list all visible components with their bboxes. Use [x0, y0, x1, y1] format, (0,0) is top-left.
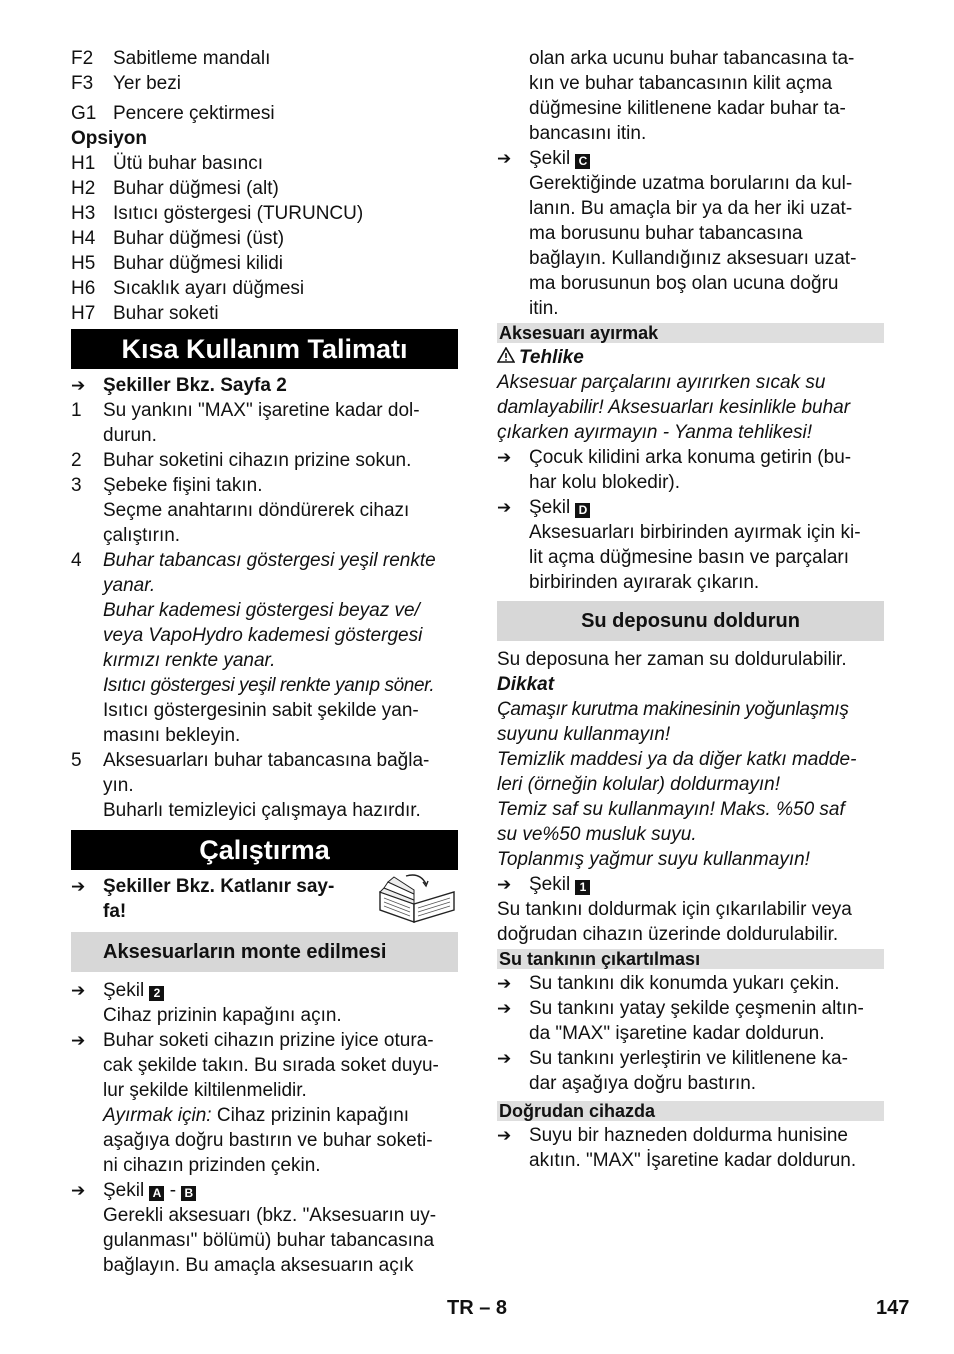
- mount-continued: olan arka ucunu buhar tabancasına ta- kın ve buhar tabancasının kilit açma düğmesine kilitlenene kadar buhar ta- bancasını itin.: [529, 48, 855, 144]
- list-item: H5 Buhar düğmesi kilidi: [71, 253, 284, 274]
- figure-1-step: ➔ Şekil 1: [497, 872, 884, 897]
- page-number: 147: [876, 1297, 910, 1319]
- arrow-right-icon: ➔: [497, 1049, 512, 1068]
- mount-step-2: ➔ Buhar soketi cihazın prizine iyice otura- cak şekilde takın. Bu sırada soket duyu- lur şekilde kiltilenmelidir. Ayırmak için: Cihaz prizinin kapağını aşağıya doğru bastırın ve buhar soketi- ni cihazın prizinden çekin.: [71, 1030, 439, 1176]
- direct-heading: Doğrudan cihazda: [497, 1101, 884, 1121]
- figure-badge: 2: [149, 986, 164, 1001]
- figure-badge: 1: [575, 880, 590, 895]
- list-item: F2 Sabitleme mandalı: [71, 48, 271, 69]
- step-4: 4 Buhar tabancası göstergesi yeşil renkte yanar. Buhar kademesi göstergesi beyaz ve/ veya VapoHydro kademesi göstergesi kırmızı renkte yanar. Isıtıcı göstergesi yeşil renkte yanıp söner. Isıtıcı göstergesinin sabit şekilde yan- masını bekleyin.: [71, 550, 436, 746]
- footer-section: TR – 8: [447, 1297, 508, 1319]
- mount-step-1: ➔ Şekil 2 Cihaz prizinin kapağını açın.: [71, 980, 342, 1026]
- tank-heading: Su tankının çıkartılması: [497, 949, 884, 969]
- tank-step-3: ➔ Su tankını yerleştirin ve kilitlenene ka- dar aşağıya doğru bastırın.: [497, 1048, 848, 1094]
- arrow-right-icon: ➔: [71, 376, 86, 395]
- arrow-right-icon: ➔: [497, 498, 512, 517]
- list-item: G1 Pencere çektirmesi: [71, 103, 275, 124]
- figure-badge: D: [575, 503, 590, 518]
- mount-step-3: ➔ Şekil A - B Gerekli aksesuarı (bkz. "Aksesuarın uy- gulanması" bölümü) buhar tabancasına bağlayın. Bu amaçla aksesuarın açık: [71, 1180, 437, 1276]
- arrow-right-icon: ➔: [71, 1181, 86, 1200]
- remove-heading: Aksesuarı ayırmak: [497, 323, 884, 343]
- figure-c-step: ➔ Şekil C Gerektiğinde uzatma borularını da kul- lanın. Bu amaçla bir ya da her iki uzat- ma borusunu buhar tabancasına bağlayın. Kullandığınız aksesuarı uzat- ma borusunun boş olan ucuna doğru itin.: [497, 148, 857, 319]
- operation-title: Çalıştırma: [71, 830, 458, 870]
- parts-list-f: [71, 46, 458, 96]
- mount-heading: Aksesuarların monte edilmesi: [71, 932, 458, 972]
- fill-text: Su tankını doldurmak için çıkarılabilir veya doğrudan cihazın üzerinde doldurulabilir.: [497, 899, 852, 945]
- child-lock-step: ➔ Çocuk kilidini arka konuma getirin (bu- har kolu blokedir).: [497, 447, 852, 493]
- step-3: 3 Şebeke fişini takın. Seçme anahtarını döndürerek cihazı çalıştırın.: [71, 475, 410, 546]
- arrow-right-icon: ➔: [497, 875, 512, 894]
- parts-list-g: [71, 101, 458, 126]
- option-heading: Opsiyon: [71, 128, 148, 149]
- right-column: [497, 46, 884, 1173]
- figure-badge: C: [575, 154, 590, 169]
- arrow-right-icon: ➔: [71, 1031, 86, 1050]
- list-item: H7 Buhar soketi: [71, 303, 219, 324]
- list-item: H2 Buhar düğmesi (alt): [71, 178, 279, 199]
- step-2: 2 Buhar soketini cihazın prizine sokun.: [71, 450, 412, 471]
- list-item: H1 Ütü buhar basıncı: [71, 153, 263, 174]
- short-ref: ➔ Şekiller Bkz. Sayfa 2: [71, 375, 287, 396]
- tank-step-2: ➔ Su tankını yatay şekilde çeşmenin altın- da "MAX" işaretine kadar doldurun.: [497, 998, 864, 1044]
- direct-step: ➔ Suyu bir hazneden doldurma hunisine akıtın. "MAX" İşaretine kadar doldurun.: [497, 1125, 857, 1171]
- operation-ref: ➔ Şekiller Bkz. Katlanır say- fa!: [71, 874, 458, 926]
- figure-badge: B: [181, 1186, 196, 1201]
- parts-list-h: [71, 151, 458, 326]
- arrow-right-icon: ➔: [497, 448, 512, 467]
- figure-d-step: ➔ Şekil D Aksesuarları birbirinden ayırmak için ki- lit açma düğmesine basın ve parçaları birbirinden ayırarak çıkarın.: [497, 497, 861, 593]
- arrow-right-icon: ➔: [71, 877, 86, 896]
- arrow-right-icon: ➔: [497, 974, 512, 993]
- short-instructions-title: Kısa Kullanım Talimatı: [71, 329, 458, 369]
- figure-badge: A: [149, 1186, 164, 1201]
- arrow-right-icon: ➔: [497, 999, 512, 1018]
- list-item: H3 Isıtıcı göstergesi (TURUNCU): [71, 203, 364, 224]
- list-item: F3 Yer bezi: [71, 73, 181, 94]
- list-item: H4 Buhar düğmesi (üst): [71, 228, 285, 249]
- open-book-icon: [376, 874, 458, 924]
- step-1: 1 Su yankını "MAX" işaretine kadar dol- durun.: [71, 400, 420, 446]
- arrow-right-icon: ➔: [497, 149, 512, 168]
- arrow-right-icon: ➔: [497, 1126, 512, 1145]
- step-5: 5 Aksesuarları buhar tabancasına bağla- yın. Buharlı temizleyici çalışmaya hazırdır.: [71, 750, 430, 821]
- danger-label: Tehlike: [497, 345, 884, 370]
- danger-text: Aksesuar parçalarını ayırırken sıcak su damlayabilir! Aksesuarları kesinlikle buhar çıkarken ayırmayın - Yanma tehlikesi!: [497, 372, 851, 443]
- tank-step-1: ➔ Su tankını dik konumda yukarı çekin.: [497, 973, 840, 994]
- caution-text: Çamaşır kurutma makinesinin yoğunlaşmış suyunu kullanmayın! Temizlik maddesi ya da diğer katkı madde- leri (örneğin kolular) doldurmayın! Temiz saf su kullanmayın! Maks. %50 saf su ve%50 musluk suyu. Toplanmış yağmur suyu kullanmayın!: [497, 699, 857, 870]
- fill-heading: Su deposunu doldurun: [497, 601, 884, 641]
- list-item: H6 Sıcaklık ayarı düğmesi: [71, 278, 305, 299]
- fill-intro: Su deposuna her zaman su doldurulabilir.: [497, 649, 847, 670]
- left-column: [71, 46, 458, 1278]
- caution-label: Dikkat: [497, 674, 555, 695]
- warning-triangle-icon: [497, 345, 519, 370]
- arrow-right-icon: ➔: [71, 981, 86, 1000]
